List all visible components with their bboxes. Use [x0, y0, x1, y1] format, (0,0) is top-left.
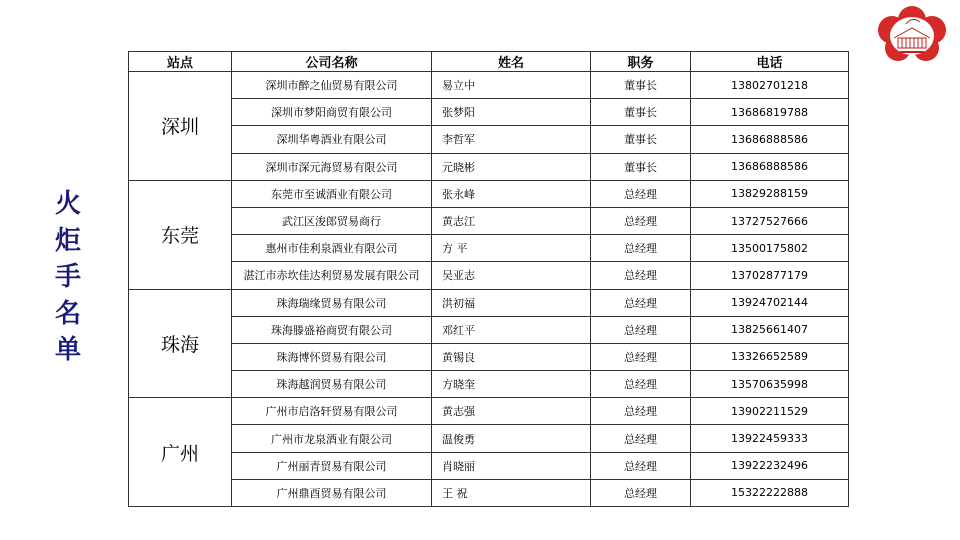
position-cell: 总经理 [591, 316, 691, 343]
table-row [129, 153, 849, 180]
header-station: 站点 [129, 52, 232, 72]
position-cell: 总经理 [591, 235, 691, 262]
company-cell: 珠海滕盛裕商贸有限公司 [232, 316, 432, 343]
phone-cell: 13686888586 [691, 153, 849, 180]
title-char: 名 [54, 298, 81, 329]
title-char: 手 [54, 262, 81, 292]
name-cell: 邓红平 [432, 316, 591, 343]
station-cell: 珠海 [129, 289, 232, 398]
company-cell: 深圳华粤酒业有限公司 [232, 126, 432, 153]
company-cell: 珠海博怀贸易有限公司 [232, 343, 432, 370]
table-row [129, 479, 849, 506]
phone-cell: 13825661407 [691, 316, 849, 343]
name-cell: 张永峰 [432, 180, 591, 207]
table-row [129, 207, 849, 234]
company-cell: 珠海瑞缘贸易有限公司 [232, 289, 432, 316]
name-cell: 方晓奎 [432, 371, 591, 398]
table-row [129, 126, 849, 153]
company-cell: 珠海越润贸易有限公司 [232, 371, 432, 398]
station-cell: 深圳 [129, 72, 232, 181]
company-cell: 湛江市赤坎佳达利贸易发展有限公司 [232, 262, 432, 289]
title-char: 炬 [54, 225, 81, 256]
torch-list-table [128, 51, 849, 507]
table-row [129, 99, 849, 126]
phone-cell: 13500175802 [691, 235, 849, 262]
page-title [52, 186, 84, 369]
phone-cell: 13902211529 [691, 398, 849, 425]
phone-cell: 13326652589 [691, 343, 849, 370]
position-cell: 总经理 [591, 425, 691, 452]
name-cell: 黄锡良 [432, 343, 591, 370]
table-row [129, 180, 849, 207]
station-cell: 广州 [129, 398, 232, 507]
company-cell: 广州鼎酉贸易有限公司 [232, 479, 432, 506]
header-row [129, 52, 849, 72]
phone-cell: 13686819788 [691, 99, 849, 126]
table-row [129, 452, 849, 479]
table-row [129, 371, 849, 398]
position-cell: 董事长 [591, 72, 691, 99]
plum-blossom-building-logo-icon [876, 6, 948, 62]
position-cell: 总经理 [591, 452, 691, 479]
name-cell: 张梦阳 [432, 99, 591, 126]
name-cell: 方 平 [432, 235, 591, 262]
phone-cell: 13802701218 [691, 72, 849, 99]
phone-cell: 13570635998 [691, 371, 849, 398]
table-row [129, 262, 849, 289]
table-row [129, 289, 849, 316]
position-cell: 总经理 [591, 479, 691, 506]
name-cell: 元晓彬 [432, 153, 591, 180]
company-cell: 武江区浚郎贸易商行 [232, 207, 432, 234]
name-cell: 温俊勇 [432, 425, 591, 452]
position-cell: 董事长 [591, 153, 691, 180]
name-cell: 黄志强 [432, 398, 591, 425]
company-cell: 广州丽青贸易有限公司 [232, 452, 432, 479]
header-company: 公司名称 [232, 52, 432, 72]
position-cell: 总经理 [591, 180, 691, 207]
station-cell: 东莞 [129, 180, 232, 289]
phone-cell: 13922459333 [691, 425, 849, 452]
position-cell: 董事长 [591, 126, 691, 153]
table-row [129, 316, 849, 343]
phone-cell: 13922232496 [691, 452, 849, 479]
name-cell: 李哲军 [432, 126, 591, 153]
company-cell: 东莞市至诚酒业有限公司 [232, 180, 432, 207]
position-cell: 总经理 [591, 371, 691, 398]
phone-cell: 13686888586 [691, 126, 849, 153]
title-char: 单 [54, 335, 81, 365]
position-cell: 总经理 [591, 289, 691, 316]
name-cell: 王 祝 [432, 479, 591, 506]
phone-cell: 13727527666 [691, 207, 849, 234]
header-phone: 电话 [691, 52, 849, 72]
company-cell: 惠州市佳利泉酒业有限公司 [232, 235, 432, 262]
table-row [129, 235, 849, 262]
phone-cell: 13829288159 [691, 180, 849, 207]
phone-cell: 13924702144 [691, 289, 849, 316]
position-cell: 总经理 [591, 398, 691, 425]
phone-cell: 15322222888 [691, 479, 849, 506]
table-row [129, 72, 849, 99]
name-cell: 黄志江 [432, 207, 591, 234]
company-cell: 深圳市醉之仙贸易有限公司 [232, 72, 432, 99]
name-cell: 吴亚志 [432, 262, 591, 289]
company-cell: 深圳市梦阳商贸有限公司 [232, 99, 432, 126]
table-row [129, 425, 849, 452]
phone-cell: 13702877179 [691, 262, 849, 289]
table-row [129, 398, 849, 425]
position-cell: 总经理 [591, 262, 691, 289]
name-cell: 肖晓丽 [432, 452, 591, 479]
header-name: 姓名 [432, 52, 591, 72]
header-position: 职务 [591, 52, 691, 72]
title-char: 火 [54, 189, 81, 219]
company-cell: 深圳市深元海贸易有限公司 [232, 153, 432, 180]
name-cell: 易立中 [432, 72, 591, 99]
name-cell: 洪初福 [432, 289, 591, 316]
company-cell: 广州市启洛轩贸易有限公司 [232, 398, 432, 425]
table-row [129, 343, 849, 370]
company-cell: 广州市龙泉酒业有限公司 [232, 425, 432, 452]
position-cell: 总经理 [591, 343, 691, 370]
position-cell: 总经理 [591, 207, 691, 234]
position-cell: 董事长 [591, 99, 691, 126]
